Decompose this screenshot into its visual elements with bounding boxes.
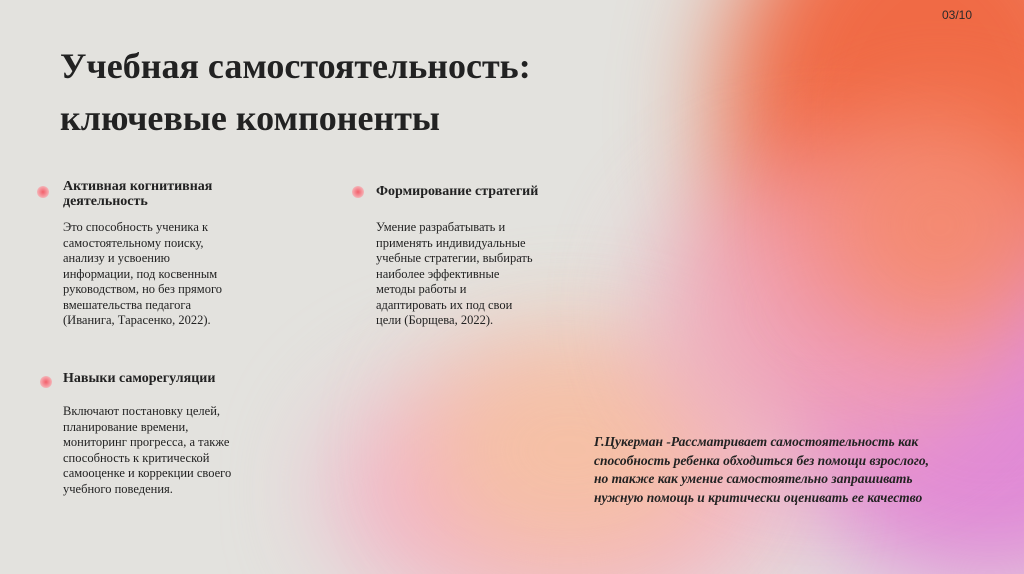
section-body [63, 404, 303, 497]
section-strategies [376, 184, 616, 329]
section-heading: Формирование стратегий [376, 184, 539, 199]
text-line: Г.Цукерман -Рассматривает самостоятельность как [594, 434, 919, 449]
text-line: мониторинг прогресса, а также [63, 435, 230, 449]
section-self-regulation [63, 371, 303, 497]
page-number: 03/10 [941, 8, 972, 22]
text-line: но также как умение самостоятельно запрашивать [594, 471, 913, 486]
text-line: нужную помощь и критически оценивать ее качество [594, 489, 923, 505]
text-line: Это способность ученика к [63, 220, 209, 234]
text-line: наиболее эффективные [376, 266, 500, 281]
text-line: информации, под косвенным [63, 266, 218, 281]
bullet-dot-icon [352, 186, 364, 198]
text-line: адаптировать их под свои [376, 297, 513, 312]
text-line: руководством, но без прямого [63, 282, 223, 296]
bullet-dot-icon [40, 376, 52, 388]
text-line: методы работы и [376, 282, 467, 296]
text-line: вмешательства педагога [63, 297, 192, 312]
text-line: цели (Борщева, 2022). [376, 313, 494, 327]
text-line: (Иванига, Тарасенко, 2022). [63, 313, 211, 327]
text-line: самооценке и коррекции своего [63, 466, 232, 480]
text-line: способность ребенка обходиться без помощи взрослого, [594, 452, 929, 468]
text-line: планирование времени, [63, 419, 189, 434]
text-line: учебного поведения. [63, 481, 173, 496]
bullet-dot-icon [37, 186, 49, 198]
tsukerman-quote [594, 433, 1018, 507]
text-line: учебные стратегии, выбирать [376, 251, 533, 265]
section-heading: Активная когнитивная деятельность [63, 179, 213, 209]
text-line: Умение разрабатывать и [376, 220, 506, 234]
text-line: применять индивидуальные [376, 235, 526, 250]
text-line: самостоятельному поиску, [63, 235, 204, 250]
text-line: анализу и усвоению [63, 251, 170, 265]
text-line: Включают постановку целей, [63, 404, 221, 418]
section-body [63, 220, 303, 329]
section-heading: Навыки саморегуляции [63, 371, 216, 386]
section-body [376, 220, 616, 329]
section-cognitive-activity [63, 179, 303, 329]
text-line: способность к критической [63, 450, 210, 465]
slide-title [60, 40, 680, 144]
title-line-2: ключевые компоненты [60, 98, 440, 138]
title-line-1: Учебная самостоятельность: [60, 46, 531, 86]
